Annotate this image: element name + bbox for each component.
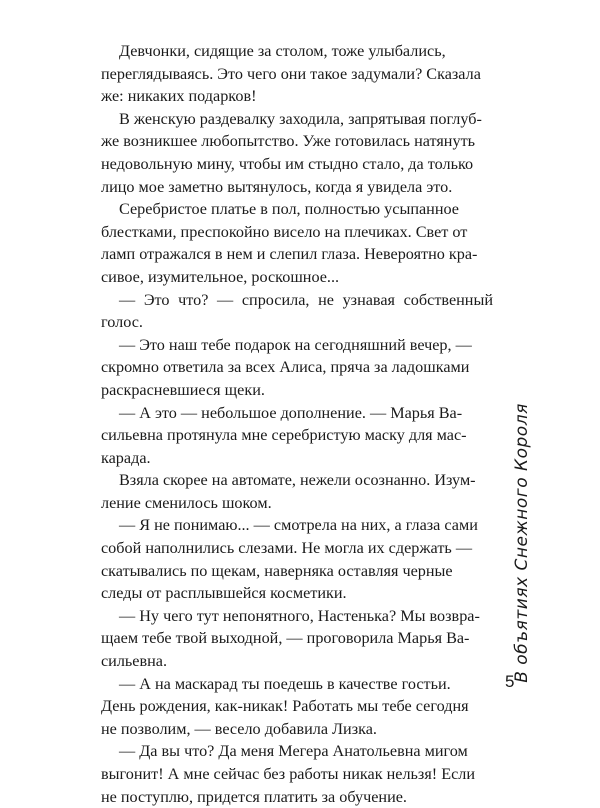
running-title-text: В объятиях Снежного Короля xyxy=(512,403,533,683)
running-title xyxy=(504,403,540,683)
page-number: 5 xyxy=(505,672,515,691)
paragraph: Девчонки, сидящие за столом, тоже улыбались, переглядываясь. Это чего они такое задумали? Сказала же: никаких подарков! xyxy=(101,42,481,106)
paragraph: — Я не понимаю... — смотрела на них, а глаза сами собой наполнились слезами. Не могла их сдержать — скатывались по щекам, наверняка оставляя черные следы от расплывшейся косметики. xyxy=(101,516,478,603)
paragraph: — Это наш тебе подарок на сегодняшний вечер, — скромно ответила за всех Алиса, пряча за ладошками раскрасневшиеся щеки. xyxy=(101,335,472,399)
paragraph: Серебристое платье в пол, полностью усыпанное блестками, преспокойно висело на плечиках. Свет от ламп отражался в нем и слепил глаза. Невероятно кра- сивое, изумительное, роскошное... xyxy=(101,200,478,286)
paragraph: В женскую раздевалку заходила, запрятывая поглуб- же возникшее любопытство. Уже готовилась натянуть недовольную мину, чтобы им стыдно стало, да только лицо мое заметно вытянулось, когда я увидела это. xyxy=(101,109,482,196)
paragraph: — А это — небольшое дополнение. — Марья Ва- сильевна протянула мне серебристую маску для мас- карада. xyxy=(101,403,467,467)
paragraph: — А на маскарад ты поедешь в качестве гостьи. День рождения, как-никак! Работать мы тебе сегодня не позволим, — весело добавила Лизка. xyxy=(101,674,469,738)
paragraph: — Да вы что? Да меня Мегера Анатольевна мигом выгонит! А мне сейчас без работы никак нельзя! Если не поступлю, придется платить за обучение. xyxy=(101,742,476,806)
paragraph: — Ну чего тут непонятного, Настенька? Мы возвра- щаем тебе твой выходной, — проговорила Марья Ва- сильевна. xyxy=(101,606,480,671)
paragraph: Взяла скорее на автомате, нежели осознанно. Изум- ление сменилось шоком. xyxy=(101,471,476,512)
body-text xyxy=(101,40,493,808)
paragraph: — Это что? — спросила, не узнавая собственный голос. xyxy=(101,290,493,332)
